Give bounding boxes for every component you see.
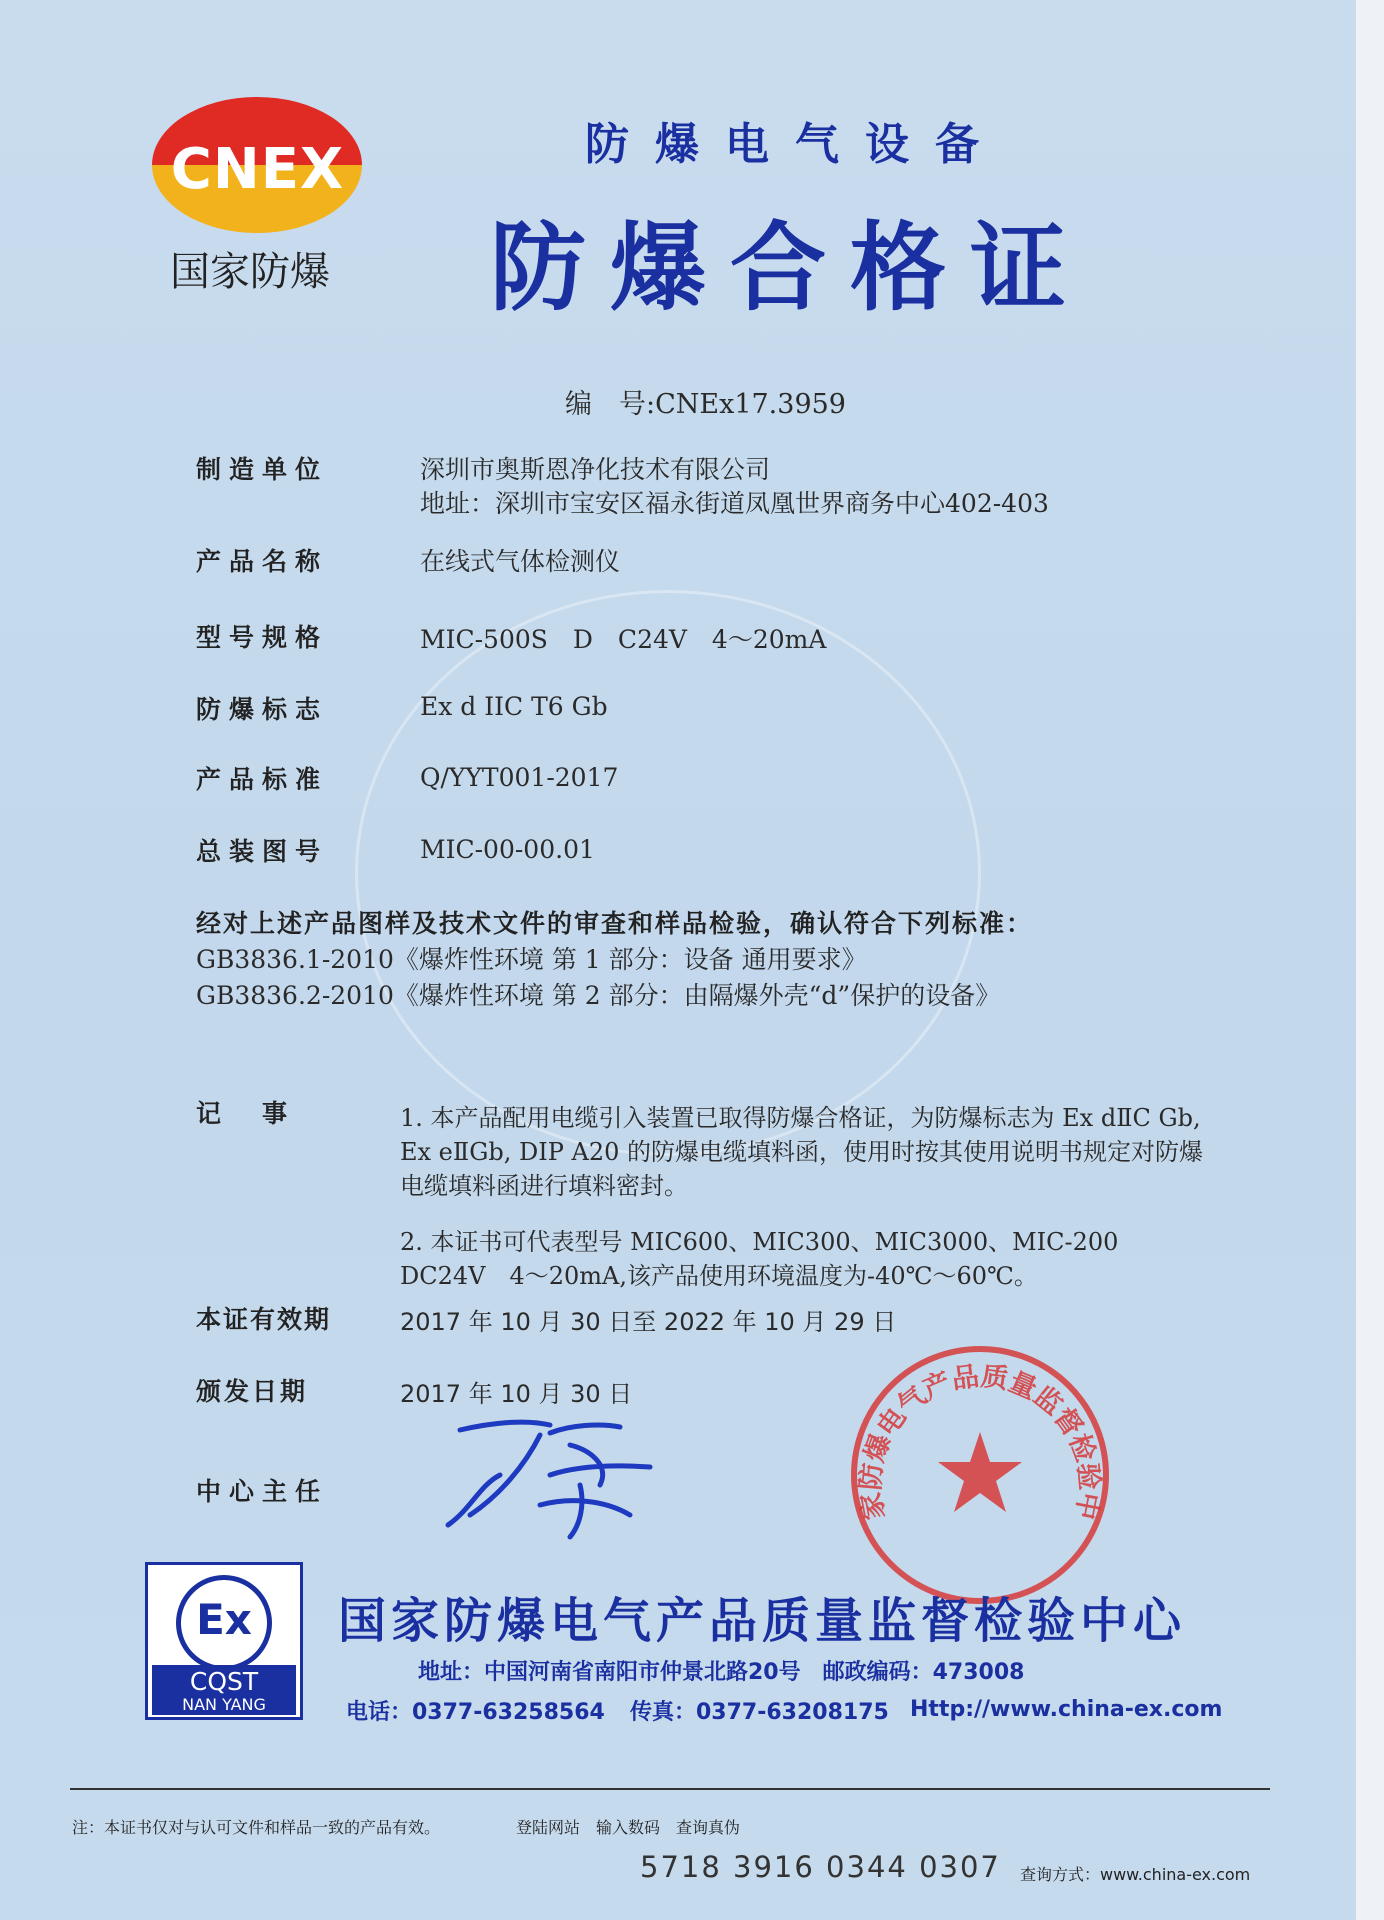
assembly-drawing-value: MIC-00-00.01 (420, 835, 595, 864)
footer-query: 查询方式：www.china-ex.com (1020, 1865, 1251, 1884)
footer-login-hint: 登陆网站 输入数码 查询真伪 (516, 1818, 741, 1837)
logo-text: CNEX (170, 137, 345, 202)
cert-number-label: 编 号: (565, 389, 656, 420)
compliance-standard-1: GB3836.1-2010《爆炸性环境 第 1 部分：设备 通用要求》 (196, 945, 867, 974)
cert-number-value: CNEx17.3959 (655, 389, 846, 420)
issuer-website[interactable]: Http://www.china-ex.com (910, 1697, 1223, 1722)
issuer-address: 地址：中国河南省南阳市仲景北路20号 邮政编码：473008 (418, 1660, 1025, 1685)
note-1-line-1: 1. 本产品配用电缆引入装置已取得防爆合格证，为防爆标志为 Ex dⅡC Gb, (400, 1104, 1201, 1132)
footer-note: 注：本证书仅对与认可文件和样品一致的产品有效。 (72, 1818, 441, 1837)
product-standard-label: 产品标准 (196, 765, 329, 794)
badge-nanyang: NAN YANG (182, 1695, 266, 1714)
page-title: 防爆合格证 (490, 212, 1090, 324)
compliance-standard-2: GB3836.2-2010《爆炸性环境 第 2 部分：由隔爆外壳“d”保护的设备》 (196, 981, 1001, 1010)
model-label: 型号规格 (196, 623, 329, 652)
note-2-line-1: 2. 本证书可代表型号 MIC600、MIC300、MIC3000、MIC-200 (400, 1228, 1119, 1256)
cqst-badge (145, 1562, 303, 1720)
seal-text: 家防爆电气产品质量监督检验中 (855, 1360, 1105, 1523)
issuer-phone: 电话：0377-63258564 (346, 1700, 605, 1725)
note-1-line-2: Ex eⅡGb, DIP A20 的防爆电缆填料函，使用时按其使用说明书规定对防爆 (400, 1138, 1203, 1166)
ex-marking-value: Ex d IIC T6 Gb (420, 692, 608, 721)
issue-date-value: 2017 年 10 月 30 日 (400, 1380, 633, 1408)
note-1-line-3: 电缆填料函进行填料密封。 (400, 1172, 688, 1200)
director-signature (430, 1405, 670, 1545)
title-sub: 防爆电气设备 (585, 119, 1005, 170)
cnex-logo (150, 95, 365, 235)
validity-value: 2017 年 10 月 30 日至 2022 年 10 月 29 日 (400, 1308, 897, 1336)
manufacturer-address: 地址：深圳市宝安区福永街道凤凰世界商务中心402-403 (420, 489, 1049, 518)
compliance-intro: 经对上述产品图样及技术文件的审查和样品检验，确认符合下列标准： (196, 909, 1034, 938)
issue-date-label: 颁发日期 (196, 1377, 309, 1406)
manufacturer-name: 深圳市奥斯恩净化技术有限公司 (420, 455, 771, 484)
manufacturer-label: 制造单位 (196, 455, 329, 484)
issuer-fax: 传真：0377-63208175 (630, 1700, 889, 1725)
watermark (355, 590, 981, 1156)
cert-number (565, 382, 846, 421)
official-seal (845, 1340, 1115, 1610)
scan-margin (1356, 0, 1384, 1920)
badge-ex-text: Ex (196, 1595, 252, 1644)
product-name-value: 在线式气体检测仪 (420, 547, 621, 576)
footer-divider (70, 1788, 1270, 1790)
validity-label: 本证有效期 (196, 1305, 332, 1334)
issuer-name: 国家防爆电气产品质量监督检验中心 (338, 1593, 1187, 1649)
notes-label: 记 事 (196, 1099, 296, 1128)
note-2-line-2: DC24V 4～20mA,该产品使用环境温度为-40℃～60℃。 (400, 1262, 1038, 1290)
product-name-label: 产品名称 (196, 547, 329, 576)
verification-code: 5718 3916 0344 0307 (640, 1850, 1001, 1884)
badge-cqst: CQST (189, 1667, 259, 1696)
ex-marking-label: 防爆标志 (196, 695, 329, 724)
assembly-drawing-label: 总装图号 (196, 837, 329, 866)
director-label: 中心主任 (196, 1477, 329, 1506)
product-standard-value: Q/YYT001-2017 (420, 763, 619, 792)
model-value: MIC-500S D C24V 4～20mA (420, 625, 827, 654)
logo-subtitle: 国家防爆 (170, 249, 330, 295)
